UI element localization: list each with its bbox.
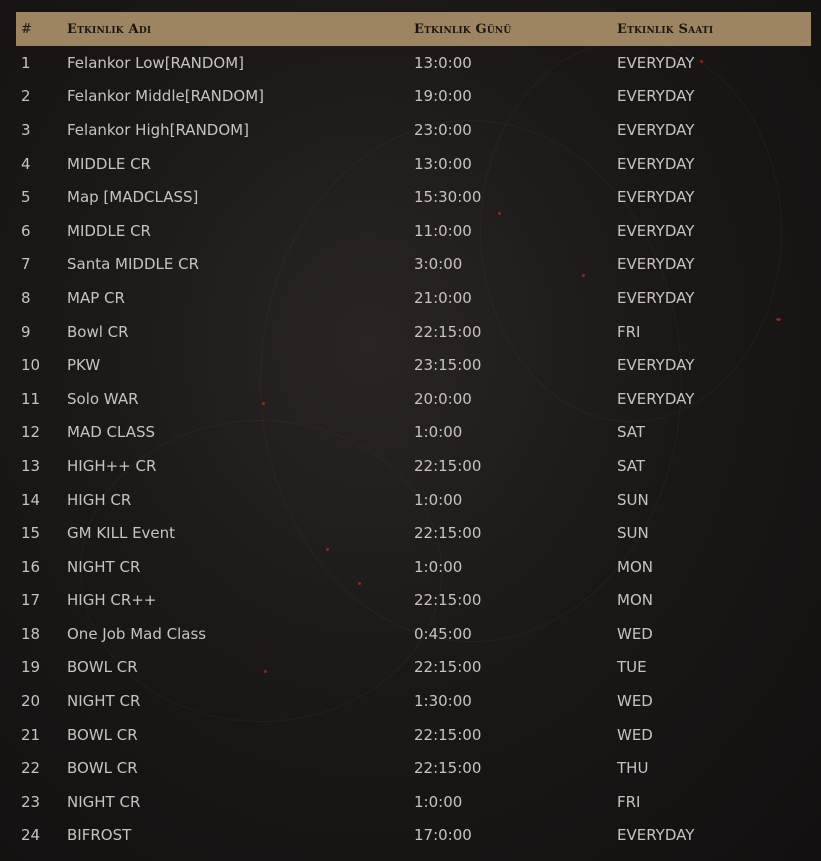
row-num: 9 (21, 322, 31, 341)
row-event-time: 22:15:00 (414, 591, 482, 610)
table-row (16, 416, 811, 450)
row-event-name: Santa MIDDLE CR (67, 255, 200, 274)
table-header-row (16, 12, 811, 46)
row-event-name: BOWL CR (67, 725, 138, 744)
row-event-day: MON (617, 591, 653, 610)
header-event-name: Etkinlik Adı (67, 21, 152, 37)
row-event-day: EVERYDAY (617, 188, 695, 207)
row-event-day: EVERYDAY (617, 154, 695, 173)
row-event-time: 22:15:00 (414, 759, 482, 778)
row-event-day: SUN (617, 524, 649, 543)
row-event-day: EVERYDAY (617, 255, 695, 274)
row-num: 4 (21, 154, 31, 173)
row-event-name: Felankor Middle[RANDOM] (67, 87, 265, 106)
row-event-day: SUN (617, 490, 649, 509)
row-event-name: GM KILL Event (67, 524, 176, 543)
row-event-day: EVERYDAY (617, 53, 695, 72)
row-num: 14 (21, 490, 41, 509)
row-event-name: PKW (67, 356, 101, 375)
row-event-name: NIGHT CR (67, 557, 141, 576)
row-event-time: 22:15:00 (414, 658, 482, 677)
row-event-name: Felankor High[RANDOM] (67, 120, 249, 139)
table-row (16, 315, 811, 349)
row-event-name: MIDDLE CR (67, 154, 151, 173)
table-row (16, 617, 811, 651)
row-event-name: MAP CR (67, 288, 125, 307)
row-num: 23 (21, 792, 41, 811)
row-event-time: 0:45:00 (414, 624, 472, 643)
row-num: 2 (21, 87, 31, 106)
table-row (16, 46, 811, 80)
row-event-time: 19:0:00 (414, 87, 472, 106)
row-event-day: SAT (617, 423, 646, 442)
row-event-day: EVERYDAY (617, 826, 695, 845)
row-event-day: EVERYDAY (617, 221, 695, 240)
row-event-name: Bowl CR (67, 322, 129, 341)
row-event-time: 21:0:00 (414, 288, 472, 307)
row-event-time: 1:0:00 (414, 557, 463, 576)
table-row (16, 281, 811, 315)
row-num: 7 (21, 255, 31, 274)
row-num: 24 (21, 826, 41, 845)
table-row (16, 651, 811, 685)
table-row (16, 449, 811, 483)
row-num: 8 (21, 288, 31, 307)
row-event-time: 3:0:00 (414, 255, 463, 274)
row-event-day: EVERYDAY (617, 356, 695, 375)
row-event-time: 1:0:00 (414, 423, 463, 442)
row-event-name: MAD CLASS (67, 423, 156, 442)
row-event-time: 23:15:00 (414, 356, 482, 375)
header-num: # (21, 21, 33, 37)
row-num: 10 (21, 356, 41, 375)
table-row (16, 80, 811, 114)
row-num: 6 (21, 221, 31, 240)
row-event-day: MON (617, 557, 653, 576)
row-num: 18 (21, 624, 41, 643)
row-event-time: 1:30:00 (414, 692, 472, 711)
table-row (16, 584, 811, 618)
table-row (16, 819, 811, 853)
row-event-name: BIFROST (67, 826, 132, 845)
table-row (16, 113, 811, 147)
row-num: 13 (21, 456, 41, 475)
row-event-name: HIGH CR++ (67, 591, 157, 610)
table-row (16, 751, 811, 785)
row-event-day: WED (617, 725, 653, 744)
row-event-name: NIGHT CR (67, 692, 141, 711)
table-row (16, 147, 811, 181)
row-event-name: Felankor Low[RANDOM] (67, 53, 245, 72)
row-num: 22 (21, 759, 41, 778)
table-row (16, 684, 811, 718)
row-event-time: 17:0:00 (414, 826, 472, 845)
row-event-day: EVERYDAY (617, 288, 695, 307)
row-event-day: EVERYDAY (617, 87, 695, 106)
row-event-day: FRI (617, 792, 641, 811)
row-num: 5 (21, 188, 31, 207)
row-num: 12 (21, 423, 41, 442)
row-num: 17 (21, 591, 41, 610)
row-event-time: 22:15:00 (414, 524, 482, 543)
header-event-time: Etkinlik Saati (617, 21, 714, 37)
row-event-time: 1:0:00 (414, 490, 463, 509)
row-event-time: 20:0:00 (414, 389, 472, 408)
event-schedule-table (16, 12, 811, 852)
row-event-name: BOWL CR (67, 658, 138, 677)
row-num: 20 (21, 692, 41, 711)
row-event-time: 22:15:00 (414, 725, 482, 744)
row-num: 21 (21, 725, 41, 744)
table-row (16, 214, 811, 248)
table-row (16, 348, 811, 382)
table-row (16, 516, 811, 550)
table-row (16, 785, 811, 819)
row-event-time: 13:0:00 (414, 154, 472, 173)
row-event-time: 1:0:00 (414, 792, 463, 811)
table-row (16, 248, 811, 282)
row-event-name: MIDDLE CR (67, 221, 151, 240)
table-row (16, 483, 811, 517)
row-event-day: WED (617, 624, 653, 643)
row-event-name: NIGHT CR (67, 792, 141, 811)
row-num: 3 (21, 120, 31, 139)
row-event-time: 22:15:00 (414, 456, 482, 475)
row-event-day: THU (617, 759, 649, 778)
table-row (16, 382, 811, 416)
row-event-time: 22:15:00 (414, 322, 482, 341)
row-event-day: EVERYDAY (617, 389, 695, 408)
row-event-time: 15:30:00 (414, 188, 482, 207)
table-body (16, 46, 811, 852)
header-event-day: Etkinlik Günü (414, 21, 512, 37)
row-event-name: HIGH++ CR (67, 456, 157, 475)
row-event-time: 11:0:00 (414, 221, 472, 240)
row-num: 16 (21, 557, 41, 576)
row-event-day: TUE (617, 658, 647, 677)
row-event-name: HIGH CR (67, 490, 132, 509)
table-row (16, 718, 811, 752)
row-event-day: WED (617, 692, 653, 711)
row-event-day: SAT (617, 456, 646, 475)
row-num: 1 (21, 53, 31, 72)
table-row (16, 180, 811, 214)
row-event-name: One Job Mad Class (67, 624, 207, 643)
row-event-day: FRI (617, 322, 641, 341)
row-num: 15 (21, 524, 41, 543)
row-event-name: BOWL CR (67, 759, 138, 778)
table-row (16, 550, 811, 584)
row-event-day: EVERYDAY (617, 120, 695, 139)
row-event-name: Solo WAR (67, 389, 139, 408)
row-event-name: Map [MADCLASS] (67, 188, 199, 207)
row-event-time: 23:0:00 (414, 120, 472, 139)
row-event-time: 13:0:00 (414, 53, 472, 72)
row-num: 11 (21, 389, 41, 408)
row-num: 19 (21, 658, 41, 677)
